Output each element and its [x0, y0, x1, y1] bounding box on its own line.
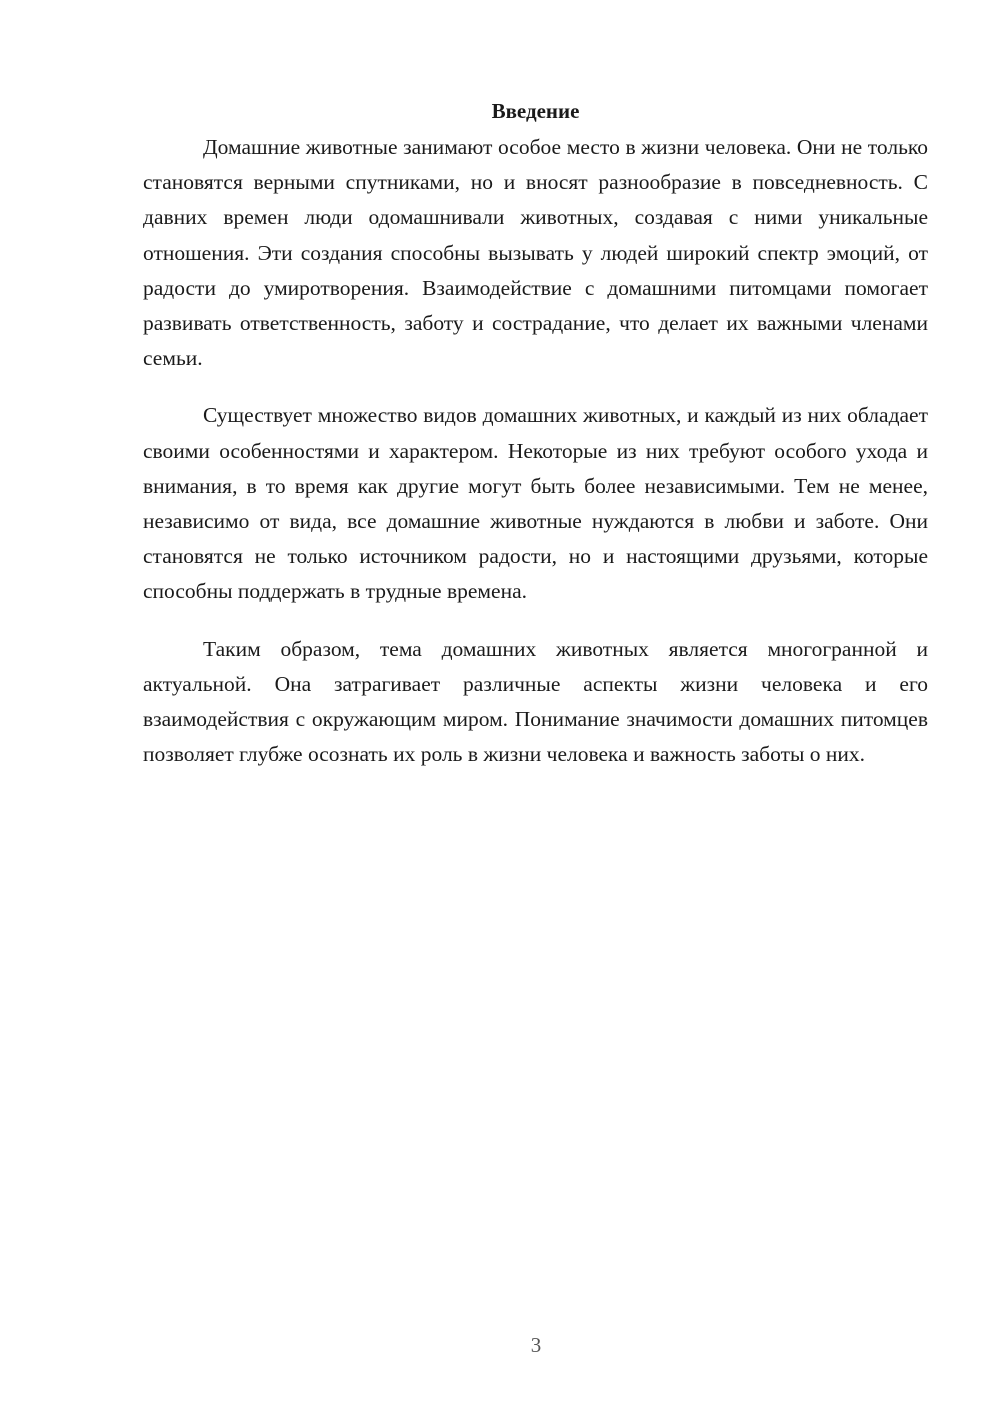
- paragraph-1: Домашние животные занимают особое место в жизни человека. Они не только становятся верными спутниками, но и вносят разнообразие в повседневность. С давних времен люди одомашнивали животных, создавая с ними уникальные отношения. Эти создания способны вызывать у людей широкий спектр эмоций, от радости до умиротворения. Взаимодействие с домашними питомцами помогает развивать ответственность, заботу и сострадание, что делает их важными членами семьи.: [143, 135, 928, 371]
- page-number: 3: [530, 1333, 542, 1357]
- page-content: [143, 96, 928, 794]
- section-title: Введение: [491, 99, 580, 123]
- paragraph-3: Таким образом, тема домашних животных является многогранной и актуальной. Она затрагивает различные аспекты жизни человека и его взаимодействия с окружающим миром. Понимание значимости домашних питомцев позволяет глубже осознать их роль в жизни человека и важность заботы о них.: [143, 636, 928, 767]
- paragraph-2: Существует множество видов домашних животных, и каждый из них обладает своими особенностями и характером. Некоторые из них требуют особого ухода и внимания, в то время как другие могут быть более независимыми. Тем не менее, независимо от вида, все домашние животные нуждаются в любви и заботе. Они становятся не только источником радости, но и настоящими друзьями, которые способны поддержать в трудные времена.: [143, 403, 928, 604]
